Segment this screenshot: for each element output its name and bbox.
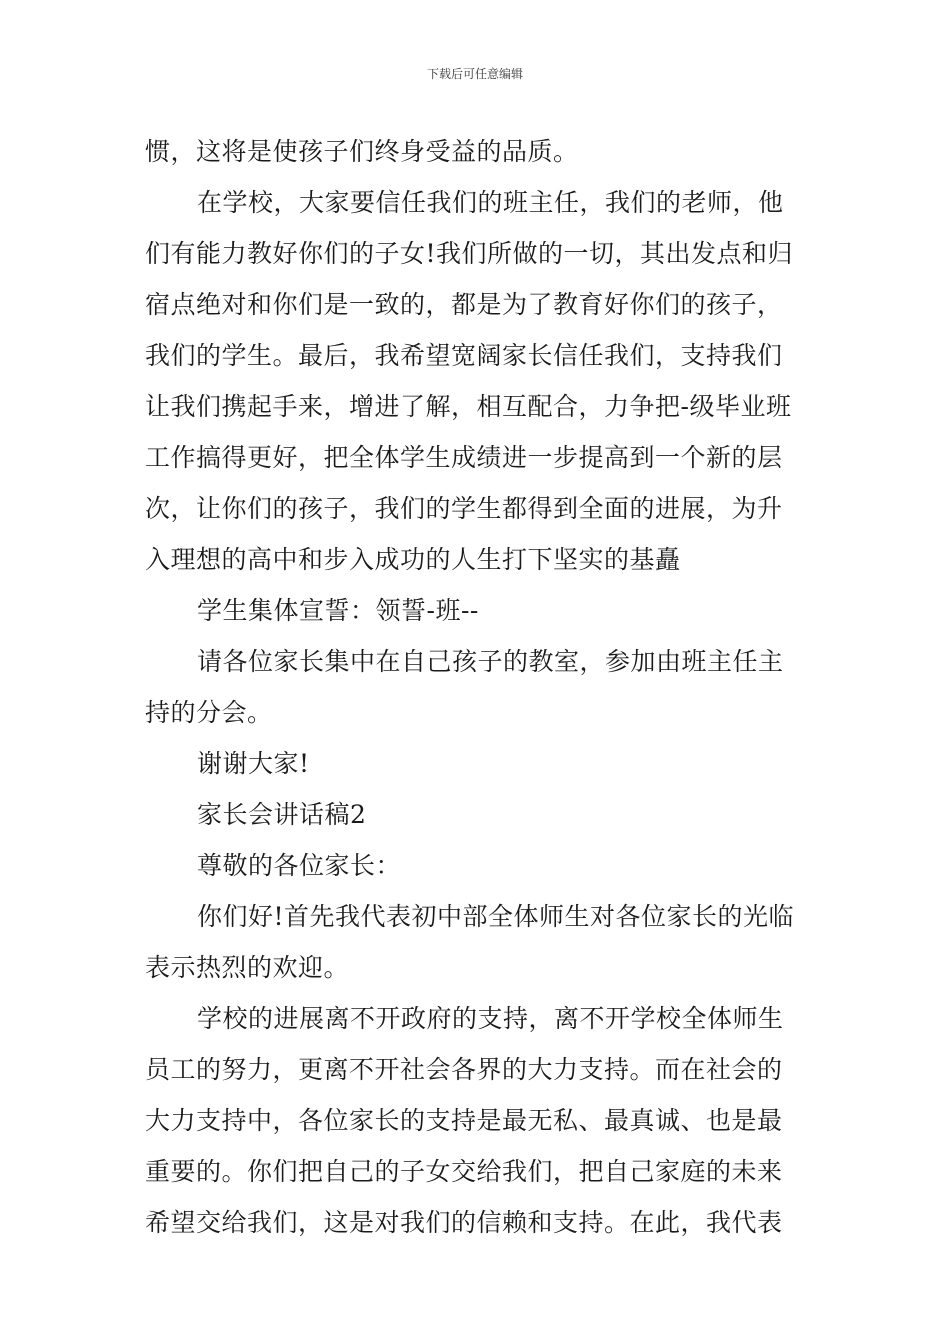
page-header: 下载后可任意编辑 bbox=[426, 67, 523, 81]
body-line: 我们的学生。最后，我希望宽阔家长信任我们，支持我们 bbox=[145, 341, 783, 370]
body-line: 入理想的高中和步入成功的人生打下坚实的基矗 bbox=[145, 545, 681, 574]
body-line: 在学校，大家要信任我们的班主任，我们的老师，他 bbox=[197, 188, 784, 217]
section-title: 家长会讲话稿2 bbox=[197, 800, 367, 829]
body-line: 持的分会。 bbox=[145, 698, 273, 727]
body-line: 大力支持中，各位家长的支持是最无私、最真诚、也是最 bbox=[145, 1106, 783, 1135]
body-line: 表示热烈的欢迎。 bbox=[145, 953, 350, 982]
body-line: 你们好!首先我代表初中部全体师生对各位家长的光临 bbox=[197, 902, 795, 931]
body-line: 惯，这将是使孩子们终身受益的品质。 bbox=[145, 137, 579, 166]
body-line: 学校的进展离不开政府的支持，离不开学校全体师生 bbox=[197, 1004, 784, 1033]
body-line: 次，让你们的孩子，我们的学生都得到全面的进展，为升 bbox=[145, 494, 783, 523]
body-line: 希望交给我们，这是对我们的信赖和支持。在此，我代表 bbox=[145, 1208, 783, 1237]
body-line: 谢谢大家! bbox=[197, 749, 310, 778]
body-line: 宿点绝对和你们是一致的，都是为了教育好你们的孩子， bbox=[145, 290, 783, 319]
body-line: 重要的。你们把自己的子女交给我们，把自己家庭的未来 bbox=[145, 1157, 783, 1186]
body-line: 让我们携起手来，增进了解，相互配合，力争把-级毕业班 bbox=[145, 392, 792, 421]
body-line: 请各位家长集中在自己孩子的教室，参加由班主任主 bbox=[197, 647, 784, 676]
document-body bbox=[145, 126, 807, 1248]
body-line: 员工的努力，更离不开社会各界的大力支持。而在社会的 bbox=[145, 1055, 783, 1084]
salutation: 尊敬的各位家长： bbox=[197, 851, 402, 880]
body-line: 工作搞得更好，把全体学生成绩进一步提高到一个新的层 bbox=[145, 443, 783, 472]
body-line: 们有能力教好你们的子女!我们所做的一切，其出发点和归 bbox=[145, 239, 794, 268]
body-line: 学生集体宣誓：领誓-班-- bbox=[197, 596, 479, 625]
